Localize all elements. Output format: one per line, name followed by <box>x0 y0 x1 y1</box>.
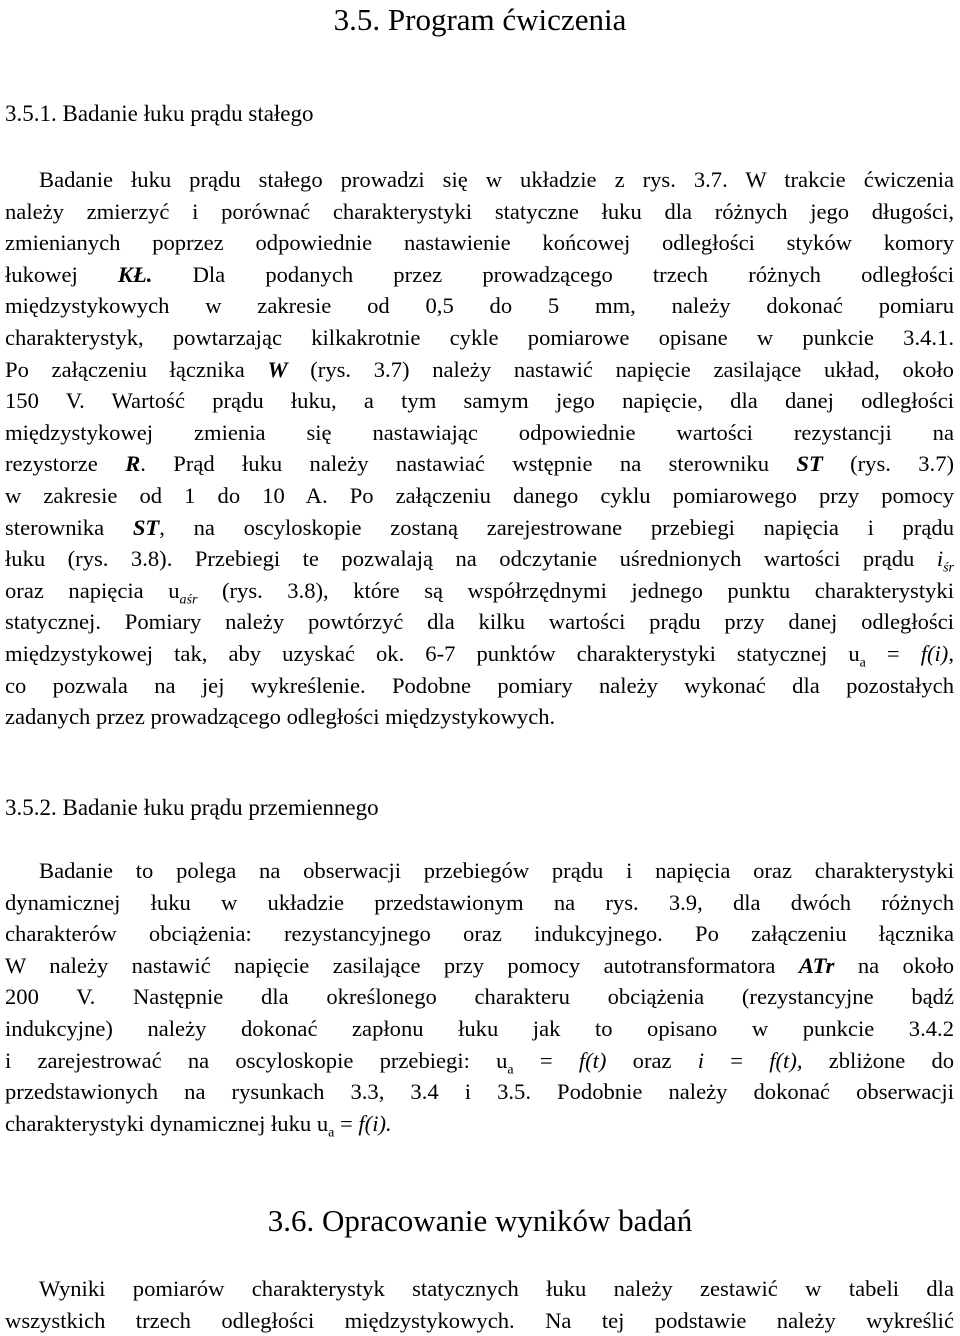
symbol-atr: ATr <box>798 952 835 978</box>
paragraph-dc-arc <box>5 164 954 733</box>
text-line: zmienianych poprzez odpowiednie nastawienie końcowej odległości styków komory <box>5 230 954 256</box>
subsection-heading-dc-arc: 3.5.1. Badanie łuku prądu stałego <box>5 101 314 126</box>
text-line: co pozwala na jej wykreślenie. Podobne pomiary należy wykonać dla pozostałych <box>5 672 954 698</box>
text-line: charakterystyk, powtarzając kilkakrotnie cykle pomiarowe opisane w punkcie 3.4.1. <box>5 324 954 350</box>
text-line <box>5 543 954 575</box>
text-line: dynamicznej łuku w układzie przedstawionym na rys. 3.9, dla dwóch różnych <box>5 889 954 915</box>
subscript-asr: aśr <box>179 592 198 608</box>
text-span: (rys. 3.7) należy nastawić napięcie zasilające układ, około <box>310 356 954 382</box>
text-line <box>5 354 954 386</box>
text-span: sterownika <box>5 514 105 540</box>
equals-sign: = <box>886 640 900 666</box>
formula-f-i: f(i). <box>358 1110 392 1136</box>
text-line: Wyniki pomiarów charakterystyk statycznych łuku należy zestawić w tabeli dla <box>39 1276 954 1301</box>
text-line: Badanie łuku prądu stałego prowadzi się w układzie z rys. 3.7. W trakcie ćwiczenia <box>39 167 954 192</box>
symbol-r: R <box>125 451 141 477</box>
equals-sign: = <box>340 1110 353 1136</box>
formula-f-t: f(t) <box>578 1047 607 1073</box>
symbol-u: u <box>316 1110 329 1136</box>
symbol-st: ST <box>132 514 160 540</box>
formula-f-t: f(t), <box>769 1047 803 1073</box>
text-span: łukowej <box>5 261 78 287</box>
text-line: międzystykowej zmienia się nastawiając odpowiednie wartości rezystancji na <box>5 419 954 445</box>
text-span: W należy nastawić napięcie zasilające przy pomocy autotransformatora <box>5 952 776 978</box>
text-line <box>5 1108 954 1140</box>
text-line <box>5 575 954 607</box>
text-line: zadanych przez prowadzącego odległości międzystykowych. <box>5 704 556 730</box>
text-line <box>5 512 954 544</box>
paragraph-results <box>5 1273 954 1336</box>
text-line <box>5 448 954 480</box>
subscript-a: a <box>859 655 866 671</box>
subscript-a: a <box>328 1125 335 1141</box>
text-span: i zarejestrować na oscyloskopie przebiegi: <box>5 1047 470 1073</box>
text-line <box>5 1045 954 1077</box>
text-line <box>5 950 954 982</box>
text-line: przedstawionych na rysunkach 3.3, 3.4 i 3.5. Podobnie należy dokonać obserwacji <box>5 1079 954 1105</box>
text-line: charakterów obciążenia: rezystancyjnego oraz indukcyjnego. Po załączeniu łącznika <box>5 921 954 947</box>
equals-sign: = <box>539 1047 553 1073</box>
text-line: wszystkich trzech odległości międzystykowych. Na tej podstawie należy wykreślić <box>5 1307 954 1333</box>
text-line: Badanie to polega na obserwacji przebiegów prądu i napięcia oraz charakterystyki <box>39 858 954 883</box>
paragraph-ac-arc <box>5 855 954 1139</box>
text-line: międzystykowych w zakresie od 0,5 do 5 mm, należy dokonać pomiaru <box>5 293 954 319</box>
text-span: Po załączeniu łącznika <box>5 356 245 382</box>
symbol-u: u <box>848 640 860 666</box>
text-span: (rys. 3.8), które są współrzędnymi jednego punktu charakterystyki <box>221 577 954 603</box>
text-span: międzystykowej tak, aby uzyskać ok. 6-7 punktów charakterystyki statycznej <box>5 640 828 666</box>
text-span: na około <box>857 952 954 978</box>
text-span: . Prąd łuku należy nastawiać wstępnie na sterowniku <box>140 451 770 477</box>
subsection-heading-ac-arc: 3.5.2. Badanie łuku prądu przemiennego <box>5 795 379 820</box>
text-span: , na oscyloskopie zostaną zarejestrowane przebiegi napięcia i prądu <box>159 514 954 540</box>
symbol-i: i <box>936 546 944 572</box>
text-line: 150 V. Wartość prądu łuku, a tym samym jego napięcie, dla danej odległości <box>5 388 954 414</box>
text-line <box>5 259 954 291</box>
subscript-a: a <box>507 1062 514 1078</box>
text-span: łuku (rys. 3.8). Przebiegi te pozwalają na odczytanie uśrednionych wartości prądu <box>5 546 915 572</box>
text-span: charakterystyki dynamicznej łuku <box>5 1110 312 1136</box>
section-heading-results: 3.6. Opracowanie wyników badań <box>267 1203 693 1238</box>
symbol-st: ST <box>796 451 823 477</box>
text-span: (rys. 3.7) <box>850 451 955 477</box>
text-span: Dla podanych przez prowadzącego trzech różnych odległości <box>192 261 954 287</box>
symbol-i: i <box>697 1047 705 1073</box>
text-line: statycznej. Pomiary należy powtórzyć dla kilku wartości prądu przy danej odległości <box>5 609 954 635</box>
text-line: indukcyjne) należy dokonać zapłonu łuku jak to opisano w punkcie 3.4.2 <box>5 1015 954 1041</box>
equals-sign: = <box>730 1047 744 1073</box>
symbol-u: u <box>496 1047 508 1073</box>
symbol-kl: KŁ. <box>117 261 153 287</box>
text-span: rezystorze <box>5 451 98 477</box>
text-span: oraz napięcia <box>5 577 144 603</box>
text-line: 200 V. Następnie dla określonego charakteru obciążenia (rezystancyjne bądź <box>5 984 954 1010</box>
symbol-u: u <box>168 577 180 603</box>
subscript-sr: śr <box>943 560 955 576</box>
text-span: oraz <box>632 1047 672 1073</box>
formula-f-i: f(i) <box>920 640 949 666</box>
text-span: , <box>948 640 954 666</box>
text-line <box>5 638 954 670</box>
symbol-w: W <box>267 356 288 382</box>
text-line: w zakresie od 1 do 10 A. Po załączeniu danego cyklu pomiarowego przy pomocy <box>5 482 954 508</box>
section-heading-program: 3.5. Program ćwiczenia <box>333 2 627 37</box>
text-line: należy zmierzyć i porównać charakterystyki statyczne łuku dla różnych jego długości, <box>5 198 954 224</box>
text-span: zbliżone do <box>828 1047 955 1073</box>
